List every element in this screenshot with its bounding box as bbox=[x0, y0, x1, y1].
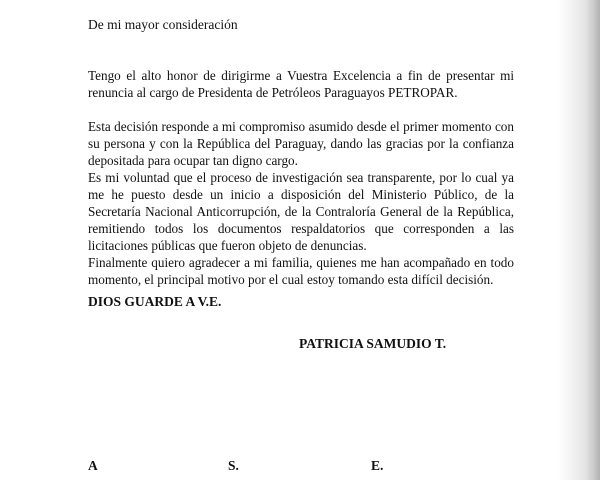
signature-name: PATRICIA SAMUDIO T. bbox=[299, 336, 447, 351]
letter-greeting: De mi mayor consideración bbox=[88, 17, 238, 32]
paragraph-investigation: Es mi voluntad que el proceso de investigación sea transparente, por lo cual ya me he puesto desde un inicio a disposición del Ministerio Público, de la Secretaría Nacional Anticorrupción, de la Contraloría General de la República, remitiendo todos los documentos respaldatorios que corresponden a las licitaciones públicas que fueron objeto de denuncias. bbox=[88, 170, 514, 253]
paragraph-resignation: Tengo el alto honor de dirigirme a Vuestra Excelencia a fin de presentar mi renuncia al cargo de Presidenta de Petróleos Paraguayos PETROPAR. bbox=[88, 68, 514, 100]
address-line-e: E. bbox=[371, 458, 384, 473]
paragraph-commitment: Esta decisión responde a mi compromiso asumido desde el primer momento con su persona y con la República del Paraguay, dando las gracias por la confianza depositada para ocupar tan digno cargo. bbox=[88, 119, 514, 168]
address-line-s: S. bbox=[228, 458, 239, 473]
letter-closing: DIOS GUARDE A V.E. bbox=[88, 294, 222, 309]
paragraph-gratitude: Finalmente quiero agradecer a mi familia, quienes me han acompañado en todo momento, el principal motivo por el cual estoy tomando esta difícil decisión. bbox=[88, 255, 514, 287]
address-line-a: A bbox=[88, 458, 98, 473]
page-edge-shadow bbox=[586, 0, 600, 480]
